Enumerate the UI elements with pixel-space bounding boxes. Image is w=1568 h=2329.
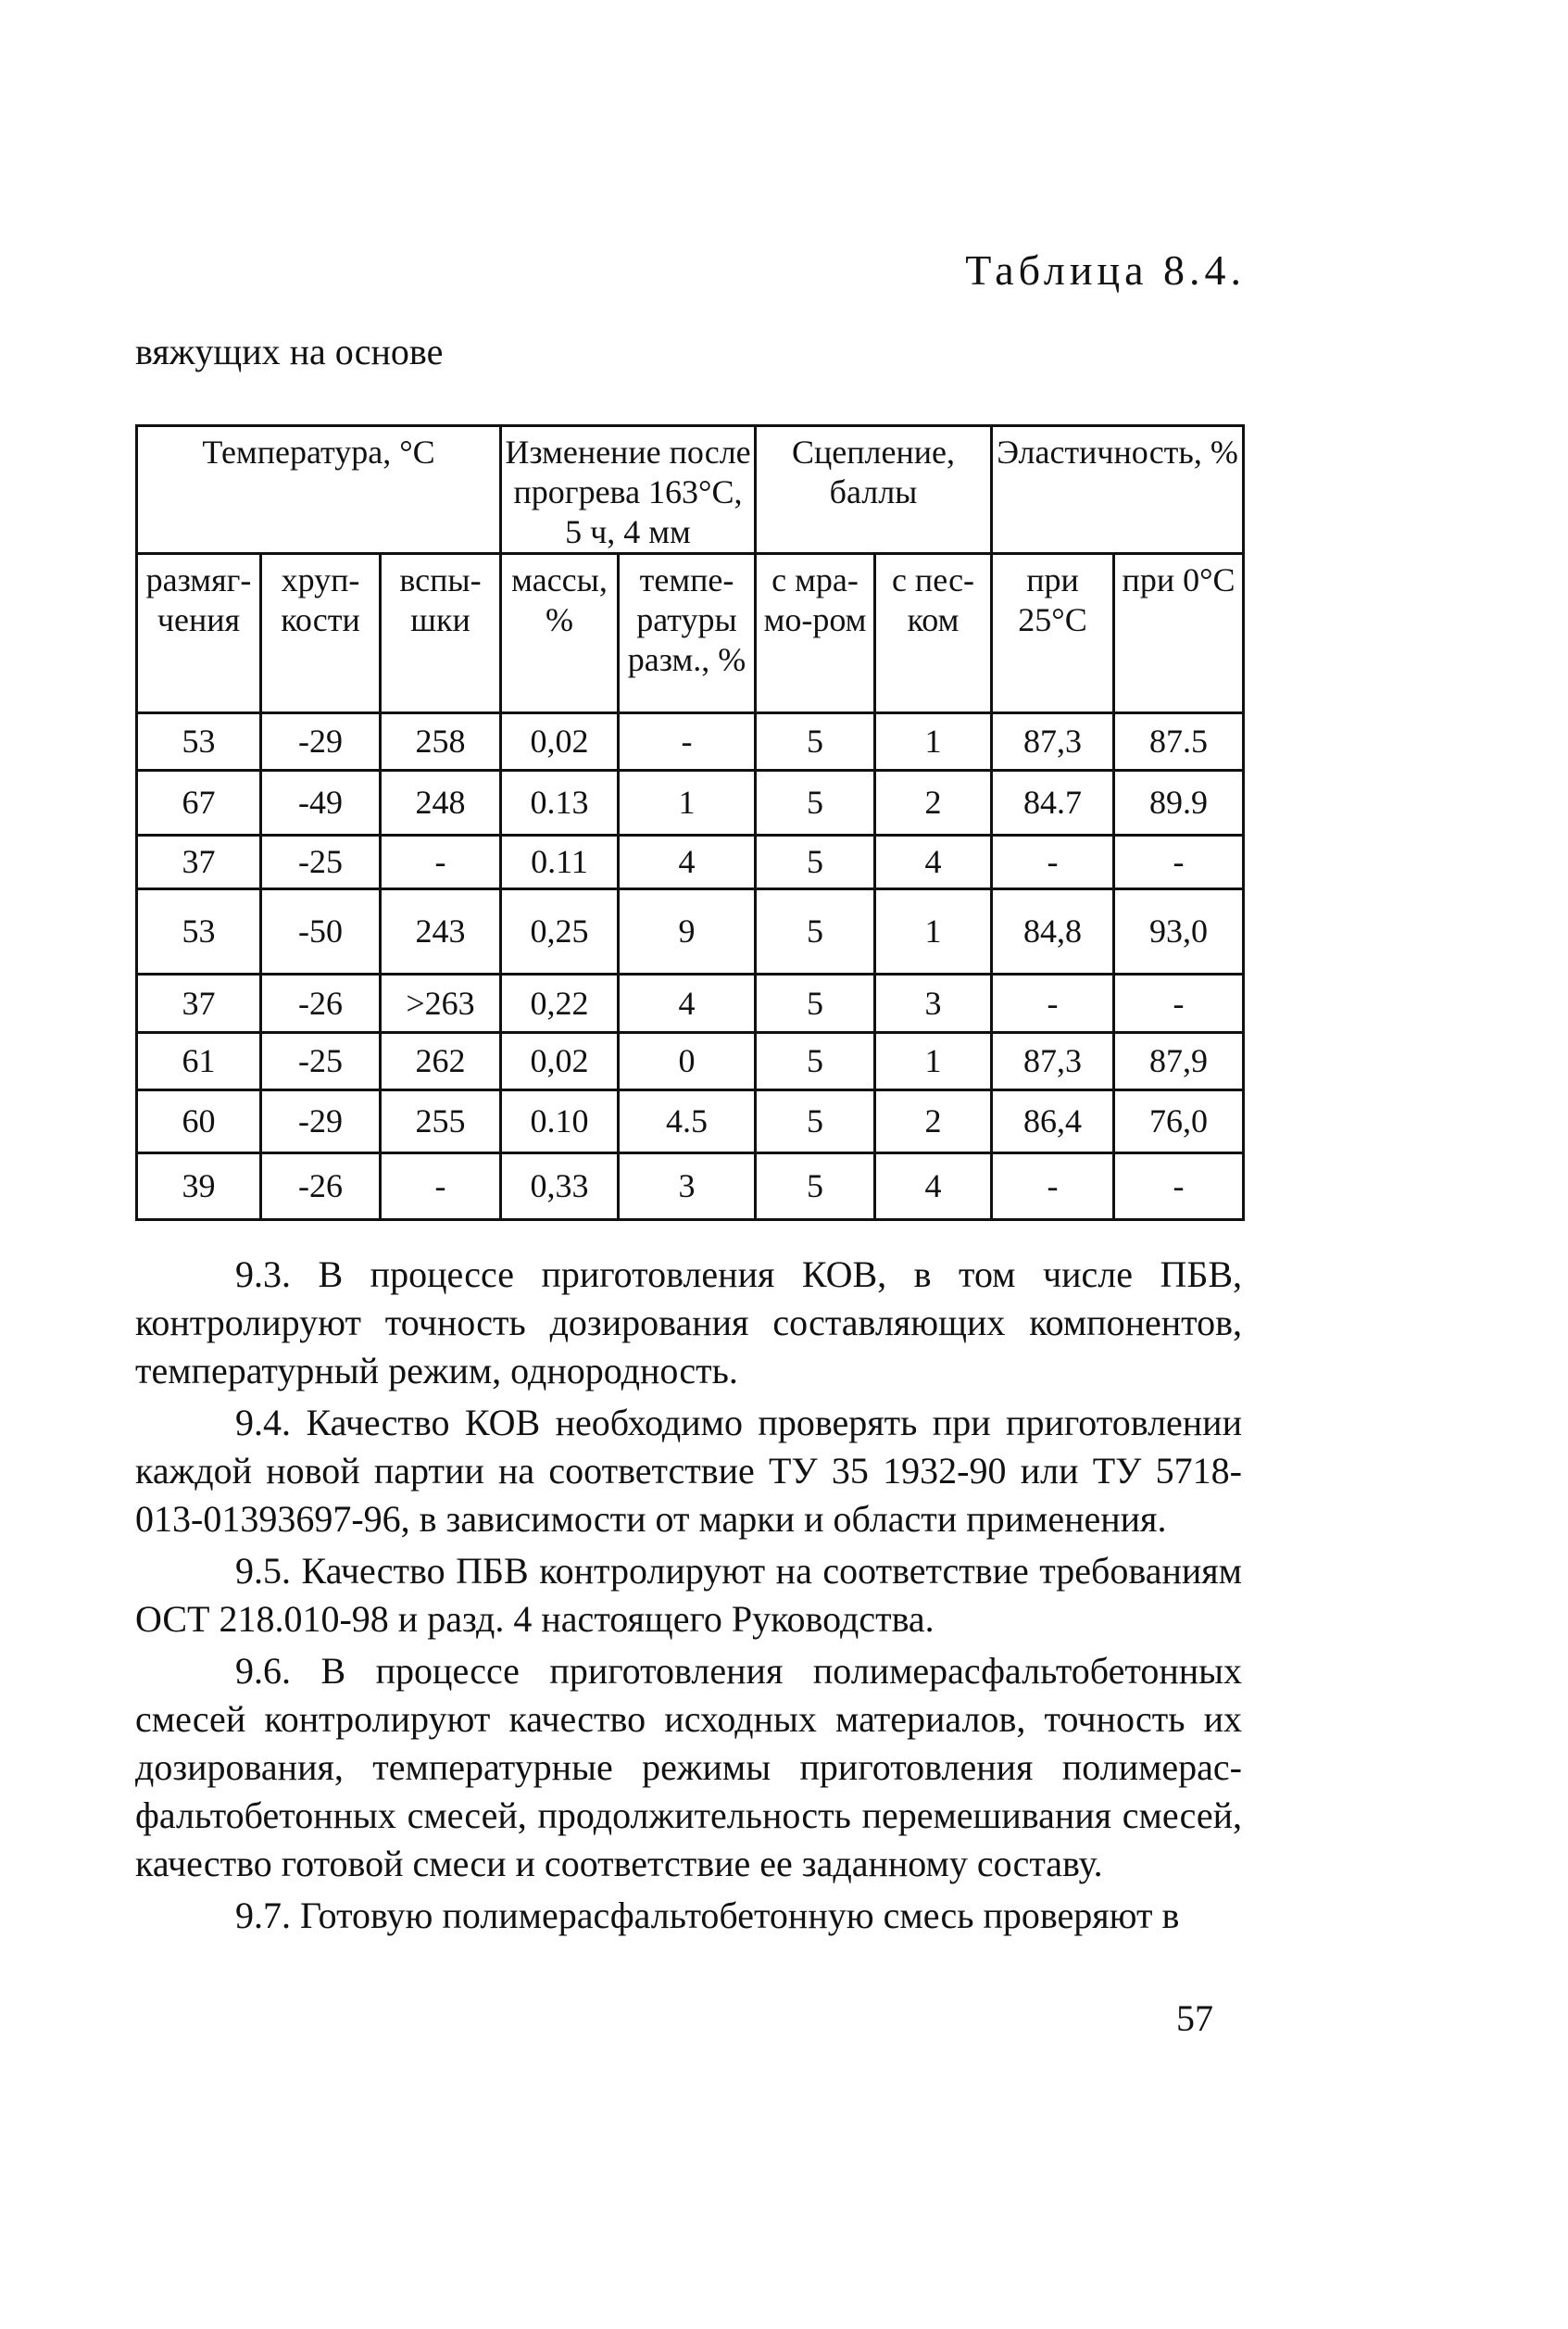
table-cell: -29 <box>261 713 381 771</box>
table-cell: 61 <box>137 1033 261 1090</box>
table-cell: 5 <box>756 836 875 889</box>
page-number: 57 <box>1176 1997 1213 2039</box>
table-cell: 89.9 <box>1114 771 1244 836</box>
sub-header-mass: массы, % <box>501 554 619 713</box>
sub-header-marble: с мра-мо-ром <box>756 554 875 713</box>
table-cell: 0,22 <box>501 975 619 1033</box>
table-cell: - <box>381 1153 501 1220</box>
table-cell: 67 <box>137 771 261 836</box>
header-temperature: Температура, °С <box>137 426 501 554</box>
table-row <box>137 1153 1244 1220</box>
table-cell: 9 <box>619 889 756 975</box>
table-cell: 5 <box>756 1033 875 1090</box>
group-header-row <box>137 426 1244 554</box>
table-cell: 37 <box>137 975 261 1033</box>
table-cell: 0 <box>619 1033 756 1090</box>
sub-header-brittleness: хруп-кости <box>261 554 381 713</box>
table-cell: 87,9 <box>1114 1033 1244 1090</box>
sub-header-25c: при 25°С <box>992 554 1114 713</box>
table-cell: -49 <box>261 771 381 836</box>
table-cell: 84.7 <box>992 771 1114 836</box>
table-cell: -25 <box>261 1033 381 1090</box>
table-cell: 0,02 <box>501 713 619 771</box>
table-cell: 4 <box>619 975 756 1033</box>
table-cell: 86,4 <box>992 1090 1114 1153</box>
table-cell: - <box>992 836 1114 889</box>
table-cell: 4.5 <box>619 1090 756 1153</box>
table-cell: - <box>992 1153 1114 1220</box>
table-row <box>137 1033 1244 1090</box>
table-row <box>137 889 1244 975</box>
table-cell: - <box>992 975 1114 1033</box>
table-cell: -26 <box>261 1153 381 1220</box>
table-cell: 1 <box>875 713 992 771</box>
table-subtitle: вяжущих на основе <box>135 331 444 372</box>
table-cell: - <box>1114 1153 1244 1220</box>
paragraph-9-6: 9.6. В процессе приготовления полимерасфальтобетонных смесей контролируют качество исходных материалов, точность их дозирования, температурные режимы приготовления полимерас-фальтобетонных смесей, продолжительность перемешивания смесей, качество готовой смеси и соответствие ее заданному составу. <box>135 1650 1242 1884</box>
table-cell: 3 <box>875 975 992 1033</box>
table-cell: 4 <box>619 836 756 889</box>
sub-header-0c: при 0°С <box>1114 554 1244 713</box>
table-cell: 53 <box>137 713 261 771</box>
table-cell: - <box>619 713 756 771</box>
body-text <box>135 1251 1242 1944</box>
paragraph-9-7: 9.7. Готовую полимерасфальтобетонную смесь проверяют в <box>235 1895 1180 1936</box>
table-row <box>137 713 1244 771</box>
sub-header-flash: вспы-шки <box>381 554 501 713</box>
table-cell: 5 <box>756 889 875 975</box>
table-cell: 3 <box>619 1153 756 1220</box>
table-cell: -25 <box>261 836 381 889</box>
table-cell: 248 <box>381 771 501 836</box>
table-cell: 87.5 <box>1114 713 1244 771</box>
table-cell: 255 <box>381 1090 501 1153</box>
table-cell: 1 <box>875 1033 992 1090</box>
table-cell: 87,3 <box>992 713 1114 771</box>
table-cell: - <box>381 836 501 889</box>
table-cell: 37 <box>137 836 261 889</box>
properties-table <box>135 424 1245 1221</box>
table-row <box>137 771 1244 836</box>
table-cell: 76,0 <box>1114 1090 1244 1153</box>
table-cell: 1 <box>875 889 992 975</box>
table-cell: 243 <box>381 889 501 975</box>
table-cell: 60 <box>137 1090 261 1153</box>
table-cell: 258 <box>381 713 501 771</box>
paragraph-9-5: 9.5. Качество ПБВ контролируют на соответствие требованиям ОСТ 218.010-98 и разд. 4 настоящего Руководства. <box>135 1550 1242 1640</box>
table-cell: 5 <box>756 713 875 771</box>
table-cell: 0.11 <box>501 836 619 889</box>
table-cell: -26 <box>261 975 381 1033</box>
header-change-after-heating: Изменение после прогрева 163°С, 5 ч, 4 мм <box>501 426 756 554</box>
table-cell: 0.10 <box>501 1090 619 1153</box>
table-cell: 93,0 <box>1114 889 1244 975</box>
table-cell: -29 <box>261 1090 381 1153</box>
header-elasticity: Эластичность, % <box>992 426 1244 554</box>
table-cell: 0,25 <box>501 889 619 975</box>
table-cell: 0,33 <box>501 1153 619 1220</box>
header-adhesion: Сцепление, баллы <box>756 426 992 554</box>
table-cell: 0.13 <box>501 771 619 836</box>
table-row <box>137 1090 1244 1153</box>
table-cell: 2 <box>875 771 992 836</box>
table-cell: 84,8 <box>992 889 1114 975</box>
table-row <box>137 836 1244 889</box>
table-cell: 1 <box>619 771 756 836</box>
table-cell: -50 <box>261 889 381 975</box>
table-cell: - <box>1114 975 1244 1033</box>
sub-header-softening: размяг-чения <box>137 554 261 713</box>
table-cell: 39 <box>137 1153 261 1220</box>
table-cell: 4 <box>875 1153 992 1220</box>
table-cell: 2 <box>875 1090 992 1153</box>
table-cell: 53 <box>137 889 261 975</box>
table-cell: 4 <box>875 836 992 889</box>
table-cell: 87,3 <box>992 1033 1114 1090</box>
table-cell: 262 <box>381 1033 501 1090</box>
sub-header-row <box>137 554 1244 713</box>
table-cell: 5 <box>756 1090 875 1153</box>
table-cell: >263 <box>381 975 501 1033</box>
table-row <box>137 975 1244 1033</box>
table-cell: 0,02 <box>501 1033 619 1090</box>
table-cell: 5 <box>756 975 875 1033</box>
sub-header-softening-temp: темпе-ратуры разм., % <box>619 554 756 713</box>
table-caption: Таблица 8.4. <box>965 246 1246 294</box>
table-cell: 5 <box>756 771 875 836</box>
paragraph-9-3: 9.3. В процессе приготовления КОВ, в том числе ПБВ, контролируют точность дозирования составляющих компонентов, температурный режим, однородность. <box>135 1253 1242 1391</box>
paragraph-9-4: 9.4. Качество КОВ необходимо проверять при приготовлении каждой новой партии на соответствие ТУ 35 1932-90 или ТУ 5718-013-01393697-96, в зависимости от марки и области применения. <box>135 1402 1242 1540</box>
sub-header-sand: с пес-ком <box>875 554 992 713</box>
table-cell: - <box>1114 836 1244 889</box>
table-cell: 5 <box>756 1153 875 1220</box>
